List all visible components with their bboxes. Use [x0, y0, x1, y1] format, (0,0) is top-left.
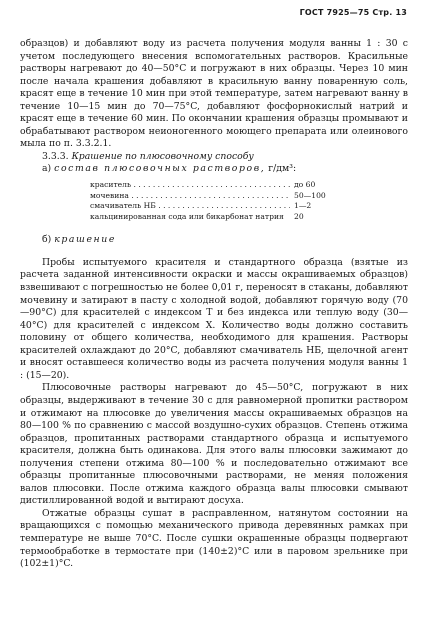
subsection-b-heading — [20, 234, 408, 247]
subsection-a-heading — [20, 163, 408, 176]
recipe-amount: 1—2 — [294, 201, 312, 211]
recipe-amount: 20 — [294, 211, 304, 221]
paragraph-continuation: образцов) и добавляют воду из расчета получения модуля ванны 1 : 30 с учетом последующего внесения вспомогательных растворов. Красильные растворы нагревают до 40—50°C и погружают в них образцы. Через 10 мин после начала крашения добавляют в красильную ванну поваренную соль, красят еще в течение 10 мин при этой температуре, затем нагревают ванну в течение 10—15 мин до 70—75°C, добавляют фосфорнокислый натрий и красят еще в течение 60 мин. По окончании крашения образцы промывают и обрабатывают раствором неионогенного моющего препарата или олеинового мыла по п. 3.3.2.1. — [20, 38, 408, 150]
recipe-row — [90, 212, 330, 223]
section-number: 3.3.3. — [42, 150, 69, 162]
paragraph-drying: Отжатые образцы сушат в расправленном, натянутом состоянии на вращающихся с помощью механического привода деревянных рамках при температуре не выше 70°C. После сушки окрашенные образцы подвергают термообработке в термостате при (140±2)°C или в паровом зрельнике при (102±1)°C. — [20, 507, 408, 570]
page-header: ГОСТ 7925—75 Стр. 13 — [299, 8, 407, 17]
recipe-ingredient: смачиватель НБ . . . — [90, 201, 290, 212]
section-title: Крашение по плюсовочному способу — [71, 150, 254, 162]
recipe-amount: 50—100 — [294, 190, 326, 200]
recipe-row — [90, 180, 330, 191]
subsection-a-title: состав плюсовочных растворов, — [54, 163, 266, 175]
subsection-a-unit: г/дм³: — [268, 163, 297, 175]
recipe-row — [90, 201, 330, 212]
paragraph-padding: Плюсовочные растворы нагревают до 45—50°C, погружают в них образцы, выдерживают в течение 30 с для равномерной пропитки раствором и отжимают на плюсовке до увеличения массы окрашиваемых образцов на 80—100 % по сравнению с массой воздушно-сухих образцов. Степень отжима образцов, пропитанных растворами стандартного образца и испытуемого красителя, должна быть одинакова. Для этого валы плюсовки зажимают до получения степени отжима 80—100 % и последовательно отжимают все образцы пропитанные плюсовочными растворами, не меняя положения валов плюсовки. После отжима каждого образца валы плюсовки смывают дистиллированной водой и вытирают досуха. — [20, 382, 408, 507]
recipe-row — [90, 191, 330, 202]
paragraph-dye-preparation: Пробы испытуемого красителя и стандартного образца (взятые из расчета заданной интенсивности окраски и массы окрашиваемых образцов) взвешивают с погрешностью не более 0,01 г, переносят в стаканы, добавляют мочевину и затирают в пасту с холодной водой, добавляют горячую воду (70—90°C) для красителей с индексом Т и без индекса или теплую воду (30—40°C) для красителей с индексом Х. Количество воды должно составить половину от общего количества, необходимого для крашения. Растворы красителей охлаждают до 20°C, добавляют смачиватель НБ, щелочной агент и вносят оставшееся количество воды из расчета получения модуля ванны 1 : (15—20). — [20, 256, 408, 381]
recipe-ingredient: краситель . . . — [90, 180, 290, 191]
recipe-ingredient: кальцинированная сода или бикарбонат натрия — [90, 211, 284, 221]
recipe-list — [90, 180, 330, 222]
recipe-ingredient: мочевина . . . — [90, 191, 290, 202]
recipe-amount: до 60 — [294, 180, 316, 190]
document-body — [20, 38, 408, 571]
subsection-b-title: крашение — [54, 234, 116, 246]
section-heading — [20, 151, 408, 164]
subsection-a-label: а) — [42, 163, 52, 175]
subsection-b-label: б) — [42, 234, 52, 246]
